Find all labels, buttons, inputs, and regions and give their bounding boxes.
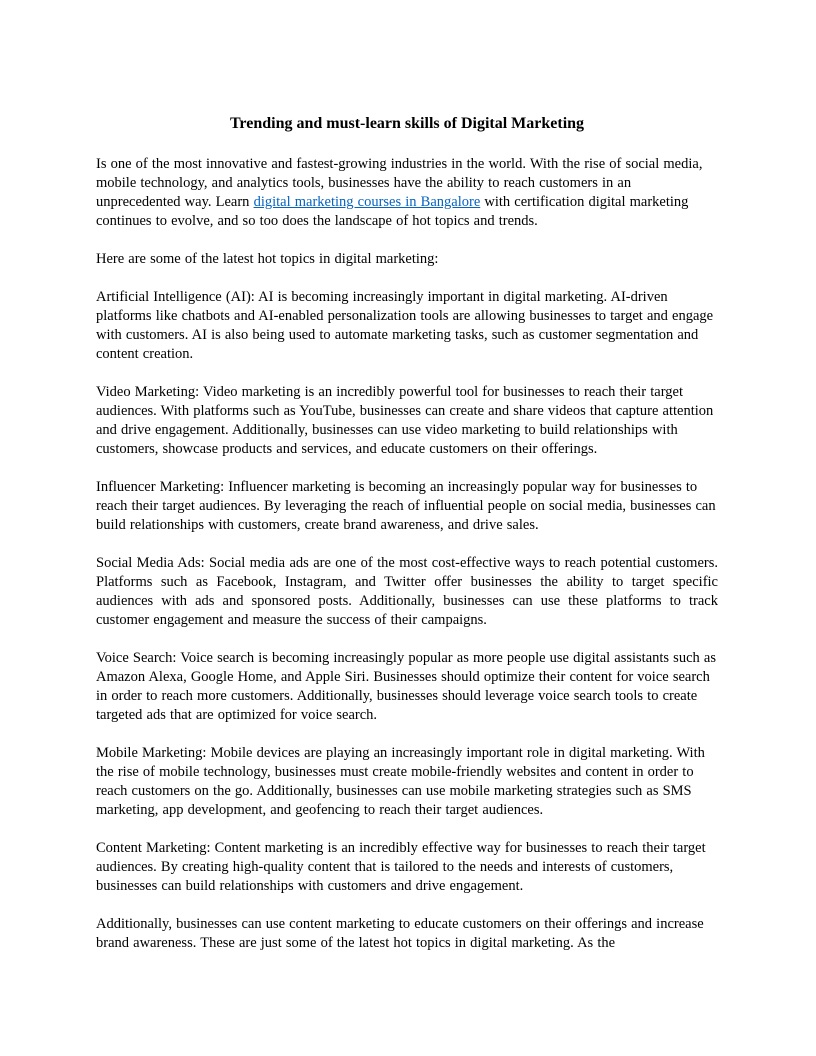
paragraph-video-marketing: Video Marketing: Video marketing is an incredibly powerful tool for businesses to reach their target audiences. With platforms such as YouTube, businesses can create and share videos that capture attention and drive engagement. Additionally, businesses can use video marketing to build relationships with customers, showcase products and services, and educate customers on their offerings. <box>96 384 714 457</box>
intro-text-after-link: with certification digital marketing continues to evolve, and so too does the landscape of hot topics and trends. <box>96 194 689 229</box>
paragraph-voice-search: Voice Search: Voice search is becoming increasingly popular as more people use digital assistants such as Amazon Alexa, Google Home, and Apple Siri. Businesses should optimize their content for voice search in order to reach more customers. Additionally, businesses should leverage voice search tools to create targeted ads that are optimized for voice search. <box>96 650 716 723</box>
paragraph-influencer-marketing: Influencer Marketing: Influencer marketing is becoming an increasingly popular way for businesses to reach their target audiences. By leveraging the reach of influential people on social media, businesses can build relationships with customers, create brand awareness, and drive sales. <box>96 479 716 533</box>
paragraph-artificial-intelligence: Artificial Intelligence (AI): AI is becoming increasingly important in digital marketing. AI-driven platforms like chatbots and AI-enabled personalization tools are allowing businesses to target and engage with customers. AI is also being used to automate marketing tasks, such as customer segmentation and content creation. <box>96 289 714 362</box>
paragraph-mobile-marketing: Mobile Marketing: Mobile devices are playing an increasingly important role in digital marketing. With the rise of mobile technology, businesses must create mobile-friendly websites and content in order to reach customers on the go. Additionally, businesses can use mobile marketing strategies such as SMS marketing, app development, and geofencing to reach their target audiences. <box>96 745 705 818</box>
paragraph-hot-topics-lead: Here are some of the latest hot topics in digital marketing: <box>96 251 439 267</box>
intro-text-before-link: Is one of the most innovative and fastest-growing industries in the world. With the rise of social media, mobile technology, and analytics tools, businesses have the ability to reach customers in an unprecedented way. Learn <box>96 156 703 210</box>
intro-paragraph <box>96 155 718 231</box>
paragraph-social-media-ads: Social Media Ads: Social media ads are one of the most cost-effective ways to reach potential customers. Platforms such as Facebook, Instagram, and Twitter offer businesses the ability to target specific audiences with ads and sponsored posts. Additionally, businesses can use these platforms to track customer engagement and measure the success of their campaigns. <box>96 555 718 628</box>
page-title: Trending and must-learn skills of Digital Marketing <box>229 115 585 132</box>
paragraph-closing: Additionally, businesses can use content marketing to educate customers on their offerings and increase brand awareness. These are just some of the latest hot topics in digital marketing. As the <box>96 916 704 951</box>
bangalore-courses-link[interactable]: digital marketing courses in Bangalore <box>253 194 481 210</box>
paragraph-content-marketing: Content Marketing: Content marketing is an incredibly effective way for businesses to reach their target audiences. By creating high-quality content that is tailored to the needs and interests of customers, businesses can build relationships with customers and drive engagement. <box>96 840 706 894</box>
